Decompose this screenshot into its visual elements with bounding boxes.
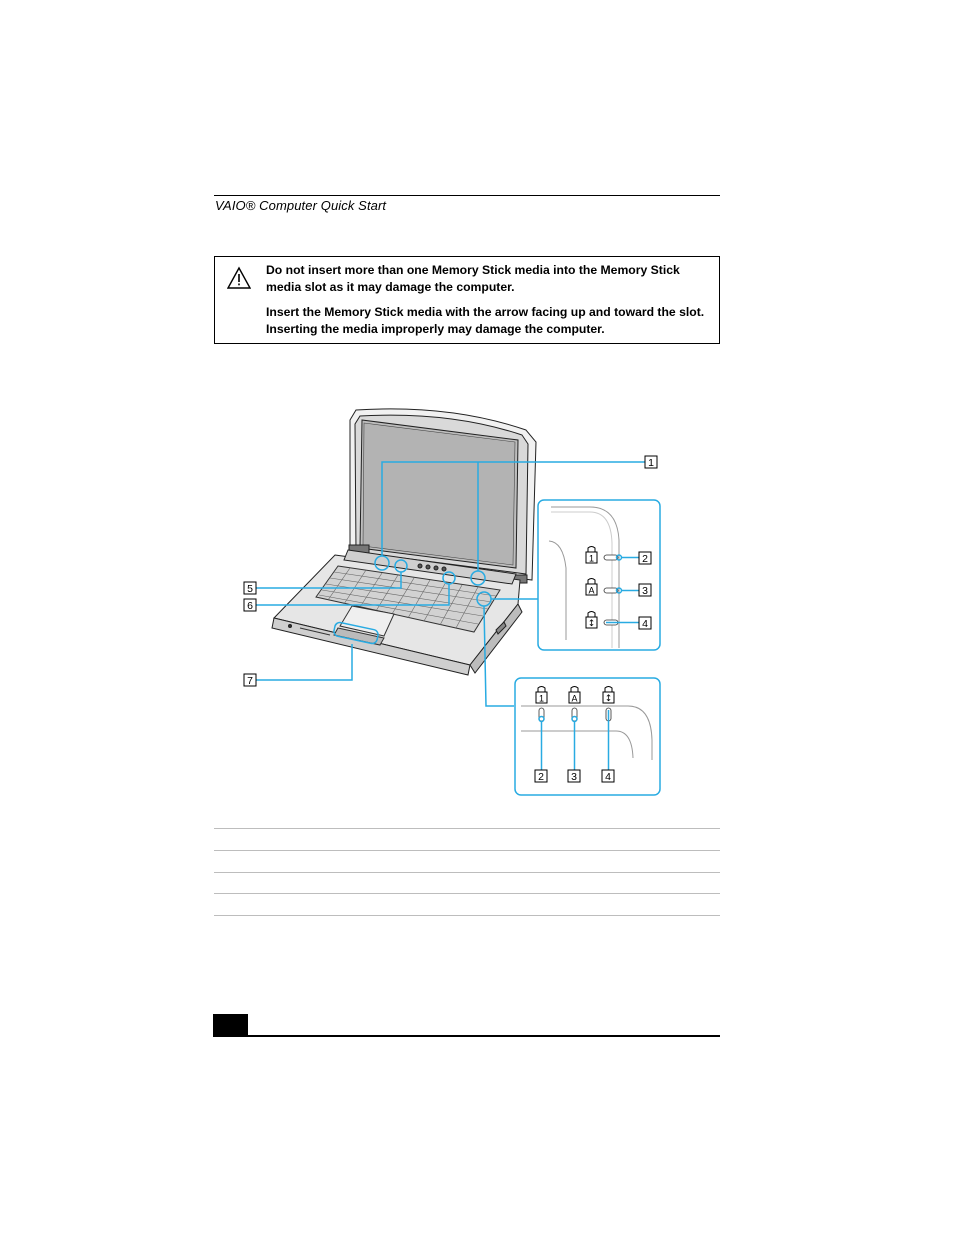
- callout-6: 6: [247, 600, 253, 612]
- scroll-lock-icon: ↕: [604, 694, 613, 704]
- callout-4: 4: [642, 618, 648, 630]
- laptop-illustration: [272, 409, 536, 675]
- callout-3: 3: [642, 585, 648, 597]
- callout-2: 2: [642, 553, 648, 565]
- footer-rule: [213, 1035, 720, 1037]
- caps-lock-icon: A: [588, 585, 595, 596]
- caution-paragraph-1: Do not insert more than one Memory Stick media into the Memory Stick media slot as it may damage the computer.: [266, 263, 680, 294]
- caps-lock-icon: A: [571, 693, 578, 704]
- callout-7: 7: [247, 675, 253, 687]
- page-number-tab: [213, 1014, 248, 1036]
- table-rule: [214, 828, 720, 829]
- callout-5: 5: [247, 583, 253, 595]
- table-rule: [214, 915, 720, 916]
- callout-2-front: 2: [538, 771, 544, 783]
- table-rule: [214, 893, 720, 894]
- table-rule: [214, 872, 720, 873]
- running-head: VAIO® Computer Quick Start: [215, 198, 387, 213]
- callout-1: 1: [648, 457, 654, 469]
- num-lock-icon: 1: [538, 693, 545, 704]
- callout-3-front: 3: [571, 771, 577, 783]
- callout-4-front: 4: [605, 771, 611, 783]
- table-rule: [214, 850, 720, 851]
- caution-paragraph-2: Insert the Memory Stick media with the arrow facing up and toward the slot. Inserting the media improperly may damage the computer.: [266, 305, 705, 336]
- scroll-lock-icon: ↕: [587, 619, 596, 629]
- num-lock-icon: 1: [588, 553, 595, 564]
